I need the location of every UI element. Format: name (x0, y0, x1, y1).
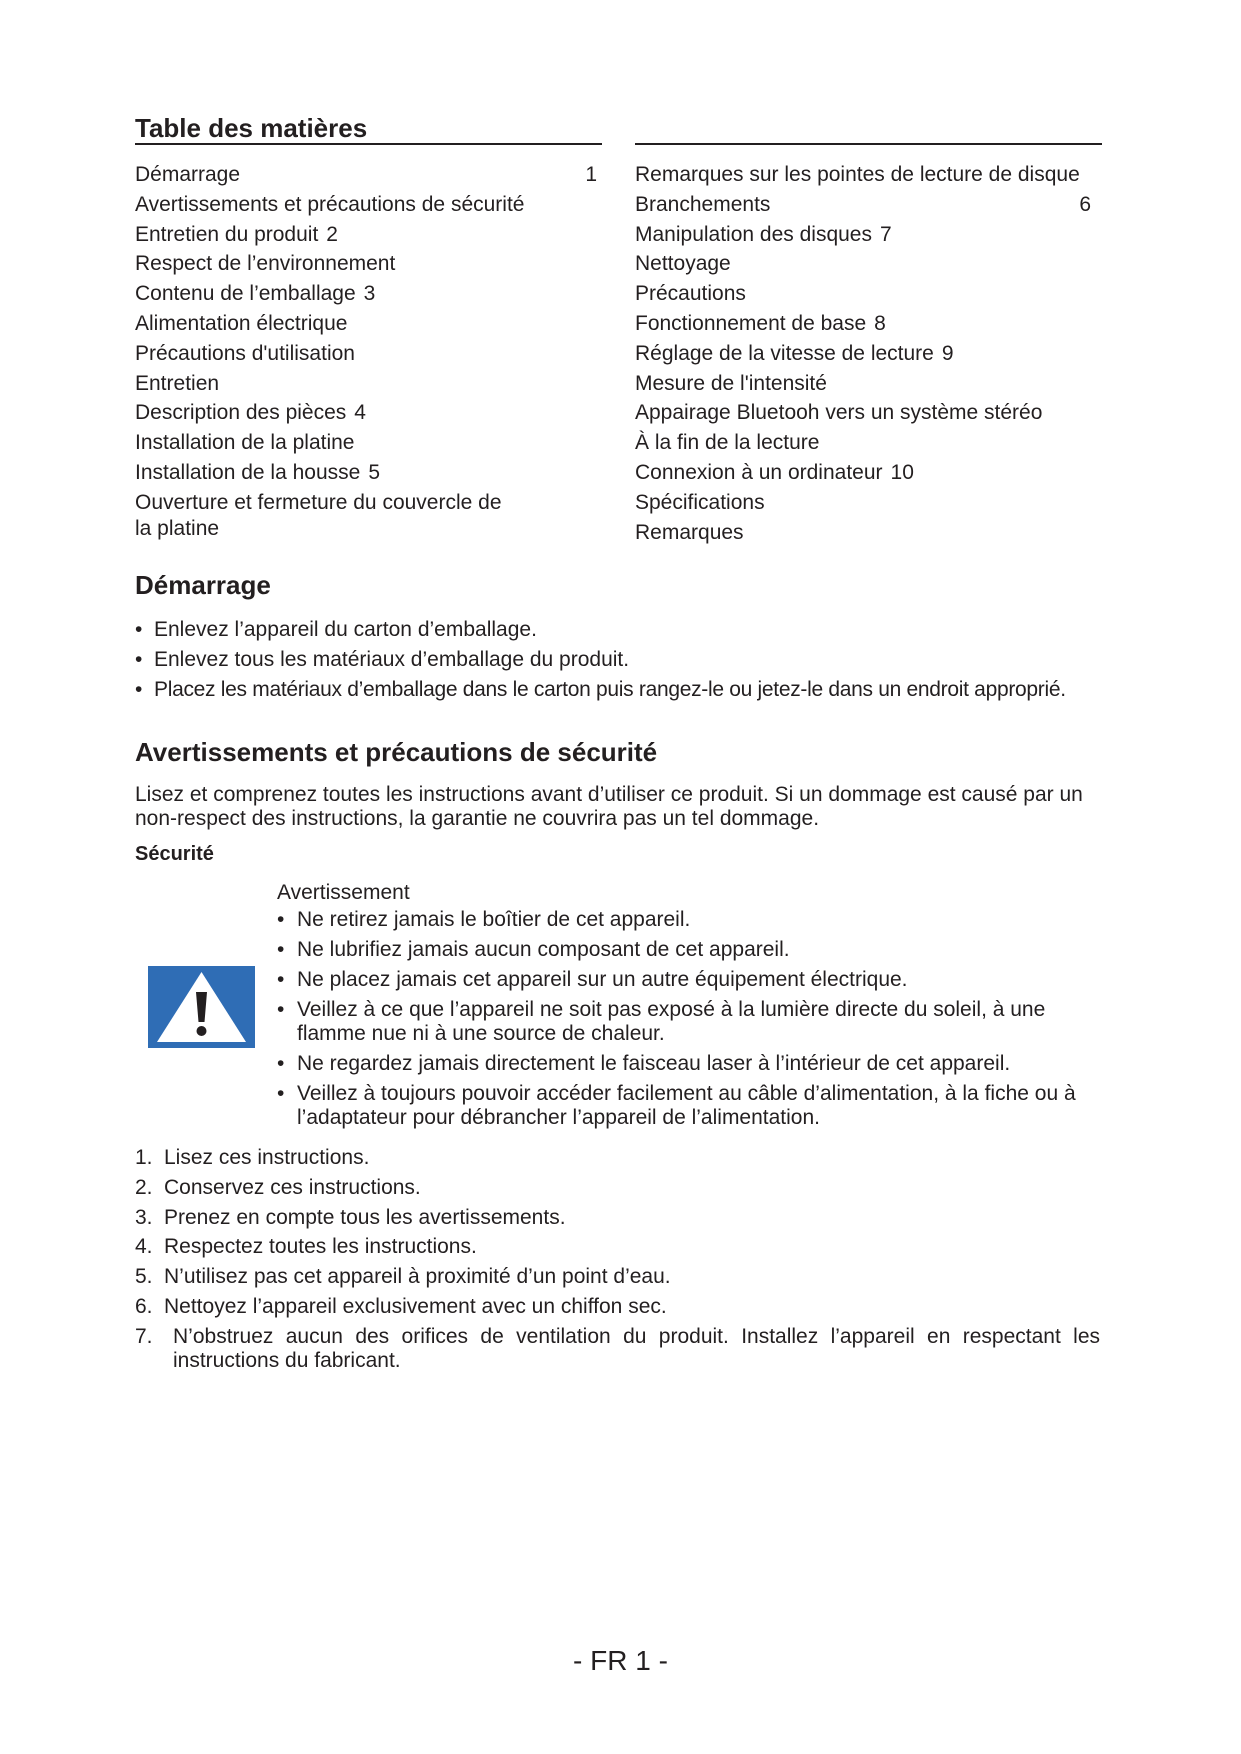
toc-page-number: 4 (354, 401, 366, 425)
toc-entry: Nettoyage (635, 252, 731, 276)
demarrage-bullets (135, 615, 1100, 704)
toc-entry: Installation de la housse 5 (135, 458, 597, 488)
toc-rule-right (635, 143, 1102, 145)
list-item: • Ne regardez jamais directement le faisceau laser à l’intérieur de cet appareil. (277, 1052, 1011, 1075)
toc-entry: Ouverture et fermeture du couvercle de la platine (135, 490, 502, 540)
list-item: • Ne lubrifiez jamais aucun composant de cet appareil. (277, 938, 790, 961)
warning-list (277, 908, 1100, 1130)
toc-entry: Réglage de la vitesse de lecture 9 (635, 339, 1097, 369)
warning-heading: Avertissement (277, 881, 410, 904)
list-item: • Enlevez l’appareil du carton d’emballage. (135, 618, 537, 641)
toc-column-left (135, 160, 597, 542)
toc-page-number: 9 (941, 341, 954, 365)
list-item: • Placez les matériaux d’emballage dans le carton puis rangez-le ou jetez-le dans un endroit approprié. (135, 677, 1066, 701)
toc-column-right (635, 160, 1097, 547)
toc-rule-left (135, 143, 602, 145)
list-item: • Ne placez jamais cet appareil sur un autre équipement électrique. (277, 968, 908, 991)
toc-entry: Installation de la platine (135, 431, 355, 455)
toc-entry: Précautions (635, 282, 746, 306)
securite-intro: Lisez et comprenez toutes les instructions avant d’utiliser ce produit. Si un dommage est causé par un non-respect des instructions, la garantie ne couvrira pas un tel dommage. (135, 783, 1083, 830)
toc-entry: Description des pièces 4 (135, 398, 597, 428)
toc-entry: Connexion à un ordinateur 10 (635, 458, 1097, 488)
toc-entry: Mesure de l'intensité (635, 371, 827, 395)
toc-entry: Contenu de l’emballage 3 (135, 279, 597, 309)
toc-entry: Précautions d'utilisation (135, 341, 355, 365)
list-item: 3. Prenez en compte tous les avertissements. (135, 1205, 566, 1229)
toc-entry: Respect de l’environnement (135, 252, 396, 276)
list-item: • Veillez à ce que l’appareil ne soit pas exposé à la lumière directe du soleil, à une flamme nue ni à une source de chaleur. (277, 998, 1046, 1045)
toc-title: Table des matières (135, 113, 368, 143)
toc-page-number: 3 (363, 282, 376, 306)
list-item: • Enlevez tous les matériaux d’emballage du produit. (135, 647, 630, 671)
list-item: 5. N’utilisez pas cet appareil à proximité d’un point d’eau. (135, 1265, 671, 1289)
toc-entry: Appairage Bluetooh vers un système stéréo (635, 401, 1043, 425)
toc-page-number: 2 (326, 222, 338, 246)
toc-entry: Manipulation des disques 7 (635, 220, 1097, 250)
toc-entry: Branchements 6 (635, 190, 1097, 220)
securite-subtitle: Sécurité (135, 843, 214, 865)
toc-entry: Entretien du produit 2 (135, 220, 597, 250)
warning-triangle-icon (148, 966, 255, 1048)
toc-entry: Fonctionnement de base 8 (635, 309, 1097, 339)
toc-entry: Entretien (135, 371, 220, 395)
list-item: 2. Conservez ces instructions. (135, 1175, 421, 1199)
toc-page-number: 6 (1079, 192, 1091, 216)
toc-entry: À la fin de la lecture (635, 431, 820, 455)
instructions-list (135, 1146, 1100, 1379)
toc-entry: Remarques (635, 520, 744, 544)
list-item: 6. Nettoyez l’appareil exclusivement avec un chiffon sec. (135, 1294, 667, 1318)
list-item: 4. Respectez toutes les instructions. (135, 1235, 477, 1259)
securite-heading: Avertissements et précautions de sécurité (135, 737, 658, 767)
toc-page-number: 8 (874, 311, 886, 335)
toc-entry: Démarrage 1 (135, 160, 597, 190)
demarrage-heading: Démarrage (135, 570, 271, 600)
list-item: 7. N’obstruez aucun des orifices de ventilation du produit. Installez l’appareil en respectant les instructions du fabricant. (135, 1324, 1100, 1372)
warning-block (277, 878, 1100, 1136)
toc-page-number: 1 (585, 163, 597, 186)
list-item: 1. Lisez ces instructions. (135, 1146, 370, 1169)
toc-page-number: 5 (368, 460, 381, 484)
list-item: • Veillez à toujours pouvoir accéder facilement au câble d’alimentation, à la fiche ou à l’adaptateur pour débrancher l’appareil de l’alimentation. (277, 1082, 1076, 1129)
toc-entry: Spécifications (635, 490, 765, 514)
list-item: • Ne retirez jamais le boîtier de cet appareil. (277, 908, 691, 931)
toc-page-number: 10 (890, 460, 914, 484)
toc-entry: Remarques sur les pointes de lecture de disque (635, 163, 1080, 186)
page-number: - FR 1 - (573, 1645, 668, 1676)
toc-entry: Alimentation électrique (135, 311, 348, 335)
toc-page-number: 7 (880, 222, 892, 246)
toc-entry: Avertissements et précautions de sécurité (135, 192, 525, 216)
